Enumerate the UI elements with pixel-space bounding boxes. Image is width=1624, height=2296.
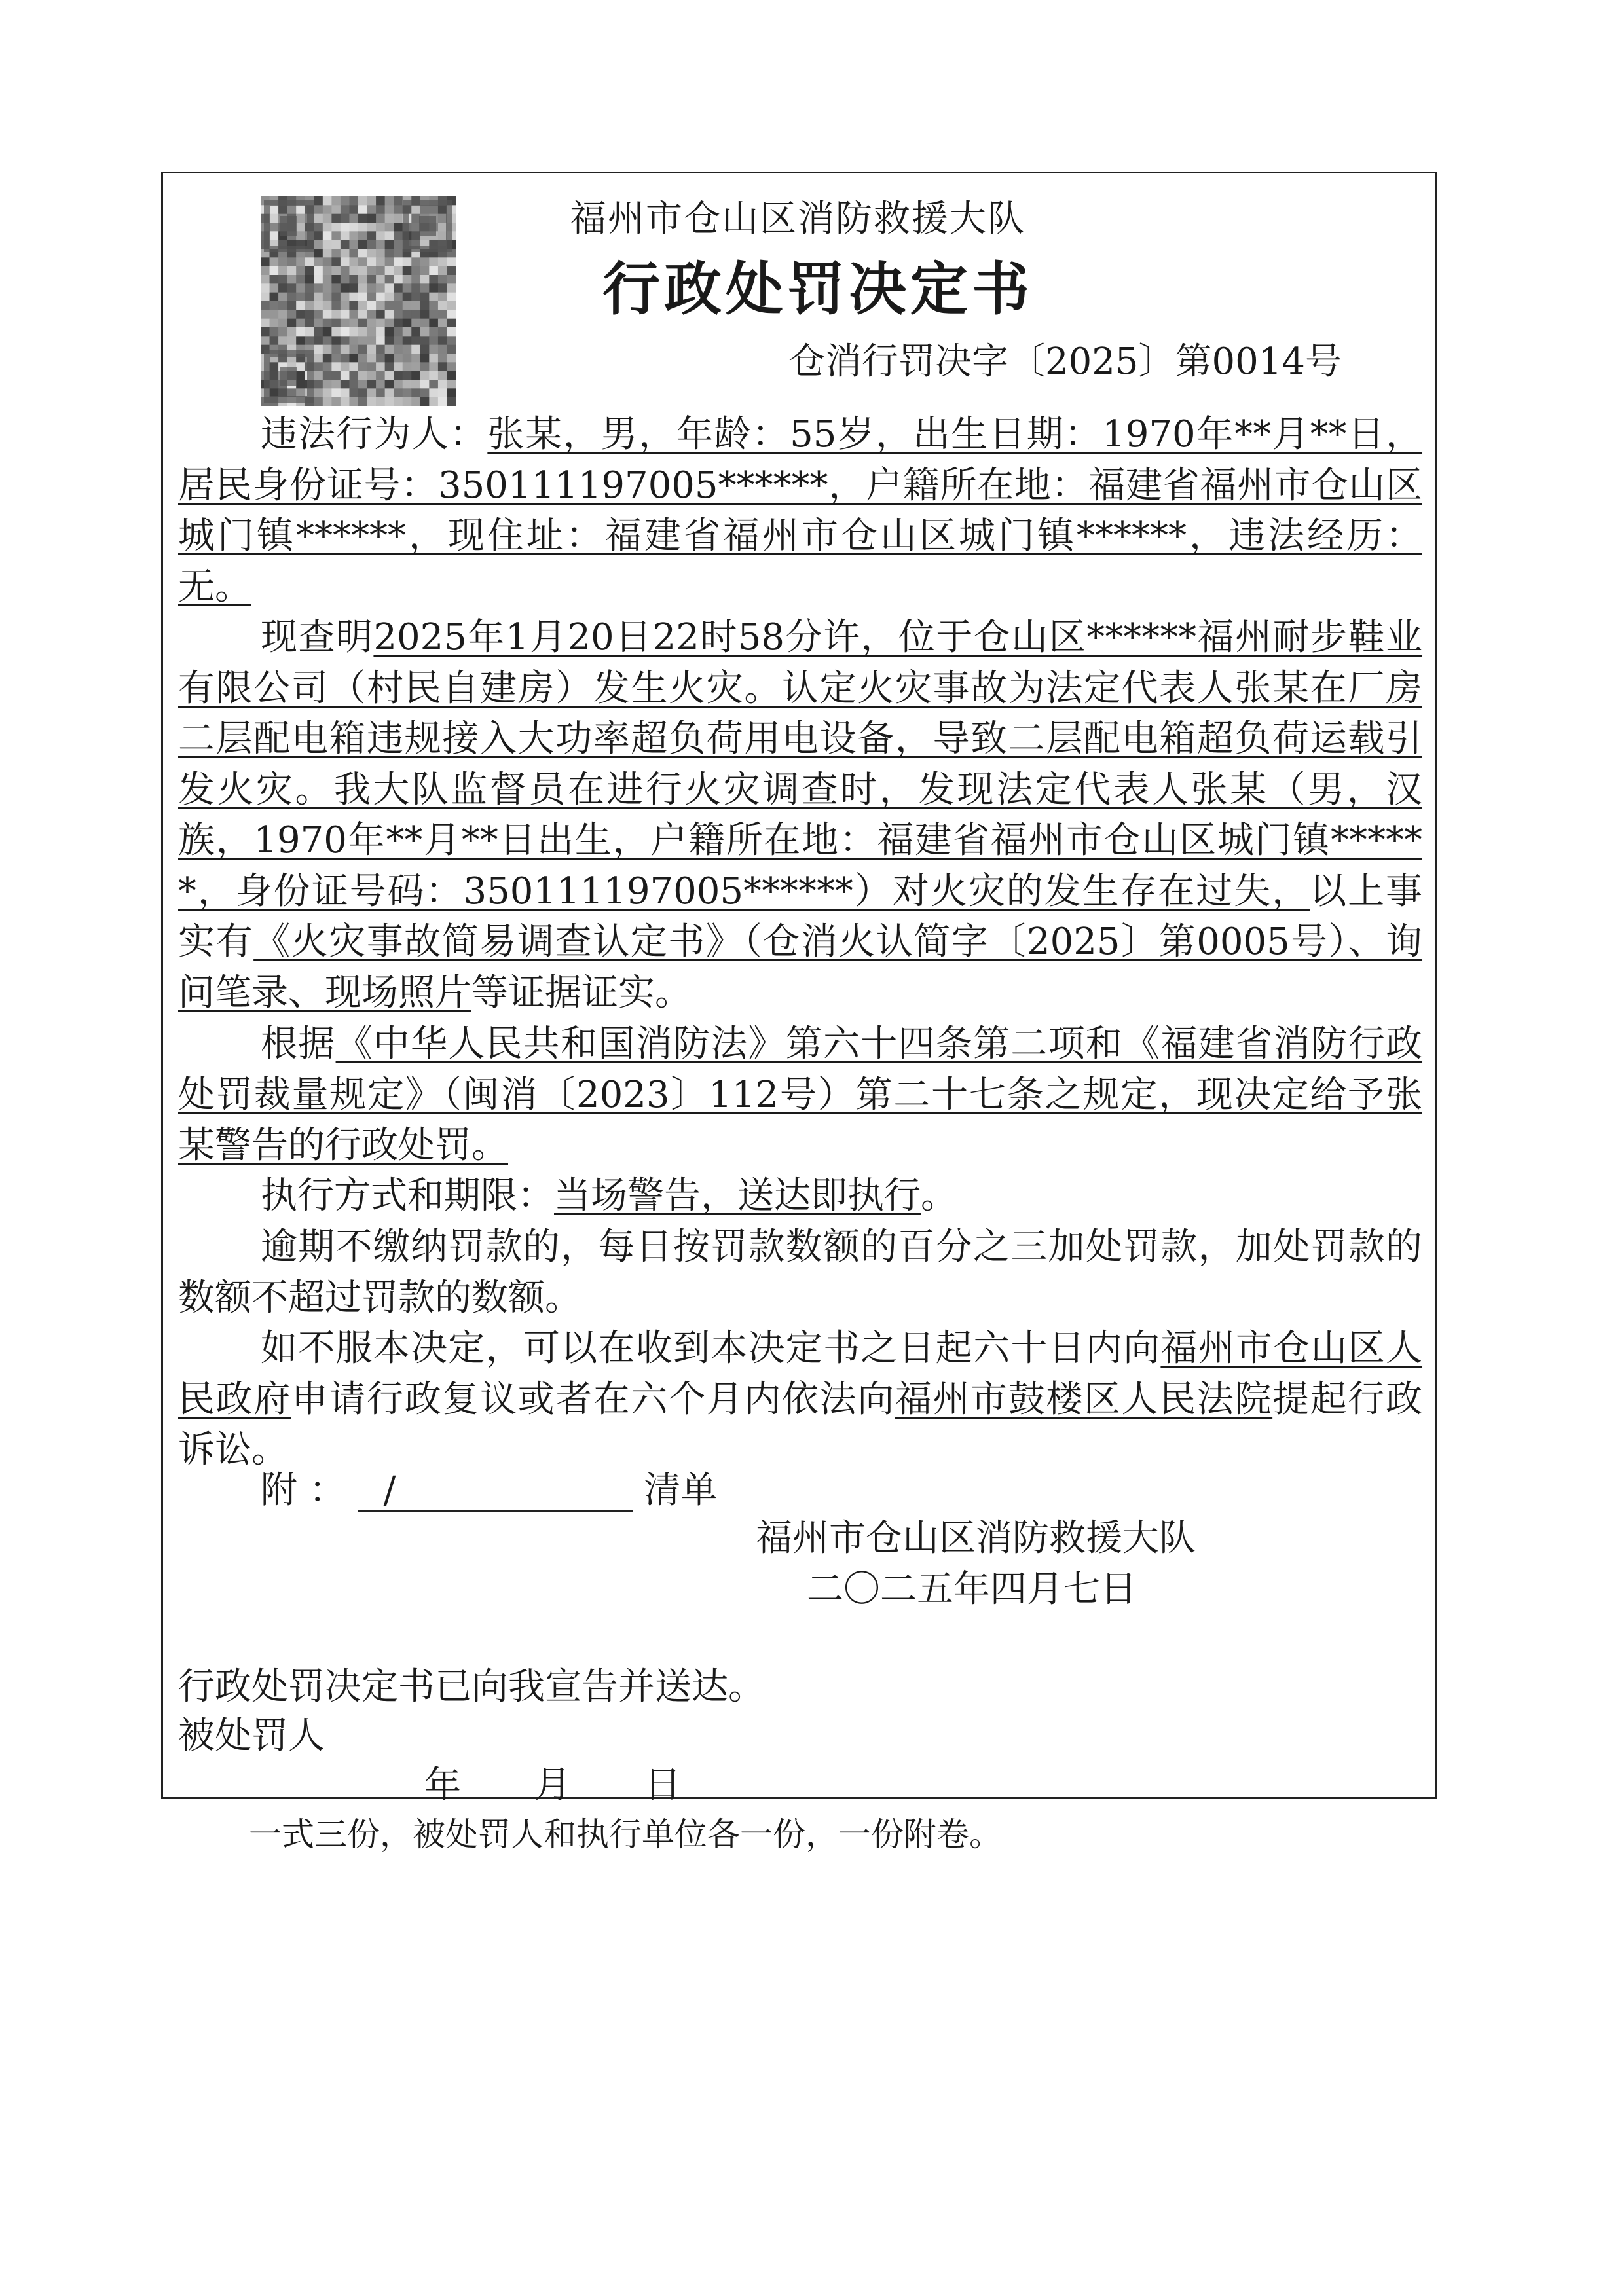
document-title: 行政处罚决定书 [602, 255, 1034, 323]
signature-date: 二〇二五年四月七日 [807, 1568, 1137, 1611]
appeal-part1: 如不服本决定，可以在收到本决定书之日起六十日内向 [261, 1327, 1161, 1370]
late-fee-paragraph [178, 1222, 1422, 1323]
evidence-tail: 等证据证实。 [471, 971, 692, 1014]
receipt-statement: 行政处罚决定书已向我宣告并送达。 [178, 1666, 765, 1708]
evidence-list: 《火灾事故简易调查认定书》（仓消火认简字〔2025〕第0005号）、询问笔录、现场照片 [178, 920, 1423, 1014]
appeal-part2: 申请行政复议或者在六个月内依法向 [291, 1377, 895, 1421]
copies-footnote: 一式三份，被处罚人和执行单位各一份，一份附卷。 [249, 1815, 1002, 1853]
appeal-court: 福州市鼓楼区人民法院 [895, 1377, 1273, 1421]
issuing-agency: 福州市仓山区消防救援大队 [570, 198, 1025, 240]
legal-basis-paragraph [178, 1019, 1422, 1171]
execution-value: 当场警告，送达即执行 [554, 1175, 921, 1217]
qr-code-pattern [261, 196, 456, 406]
execution-tail: 。 [921, 1175, 957, 1217]
appeal-government: 福州市仓山区人民政府 [178, 1327, 1423, 1421]
document-number: 仓消行罚决字〔2025〕第0014号 [788, 340, 1342, 383]
execution-label: 执行方式和期限： [261, 1175, 554, 1217]
evidence-lead: 以上事实有 [178, 869, 1423, 963]
appeal-paragraph [178, 1323, 1422, 1476]
execution-paragraph [178, 1171, 1422, 1222]
attachment-line [261, 1461, 717, 1514]
receipt-date-placeholder: 年 月 日 [424, 1764, 681, 1806]
signature-agency: 福州市仓山区消防救援大队 [756, 1517, 1196, 1559]
party-details: 张某，男，年龄：55岁，出生日期：1970年**月**日，居民身份证号：350111197005******，户籍所在地：福建省福州市仓山区城门镇******，现住址：福建省福州市仓山区城门镇******，违法经历：无。 [178, 413, 1423, 608]
attachment-value: / [358, 1471, 633, 1512]
recipient-label: 被处罚人 [178, 1715, 325, 1757]
appeal-part3: 提起行政诉讼。 [178, 1377, 1422, 1471]
party-label: 违法行为人： [261, 413, 488, 456]
facts-details: 2025年1月20日22时58分许，位于仓山区******福州耐步鞋业有限公司（村民自建房）发生火灾。认定火灾事故为法定代表人张某在厂房二层配电箱违规接入大功率超负荷用电设备，导致二层配电箱超负荷运载引发火灾。我大队监督员在进行火灾调查时，发现法定代表人张某（男，汉族，1970年**月**日出生，户籍所在地：福建省福州市仓山区城门镇******，身份证号码：350111197005******）对火灾的发生存在过失， [178, 616, 1423, 913]
basis-details: 《中华人民共和国消防法》第六十四条第二项和《福建省消防行政处罚裁量规定》（闽消〔2023〕112号）第二十七条之规定，现决定给予张某警告的行政处罚。 [178, 1023, 1423, 1167]
facts-intro: 现查明 [261, 616, 374, 659]
basis-lead: 根据 [261, 1023, 336, 1065]
late-fee-text: 逾期不缴纳罚款的，每日按罚款数额的百分之三加处罚款，加处罚款的数额不超过罚款的数额。 [178, 1226, 1422, 1319]
qr-code-icon [261, 196, 456, 406]
attachment-suffix: 清单 [644, 1469, 718, 1512]
facts-paragraph [178, 612, 1422, 1018]
party-paragraph [178, 409, 1422, 612]
attachment-label: 附 ： [261, 1469, 346, 1512]
